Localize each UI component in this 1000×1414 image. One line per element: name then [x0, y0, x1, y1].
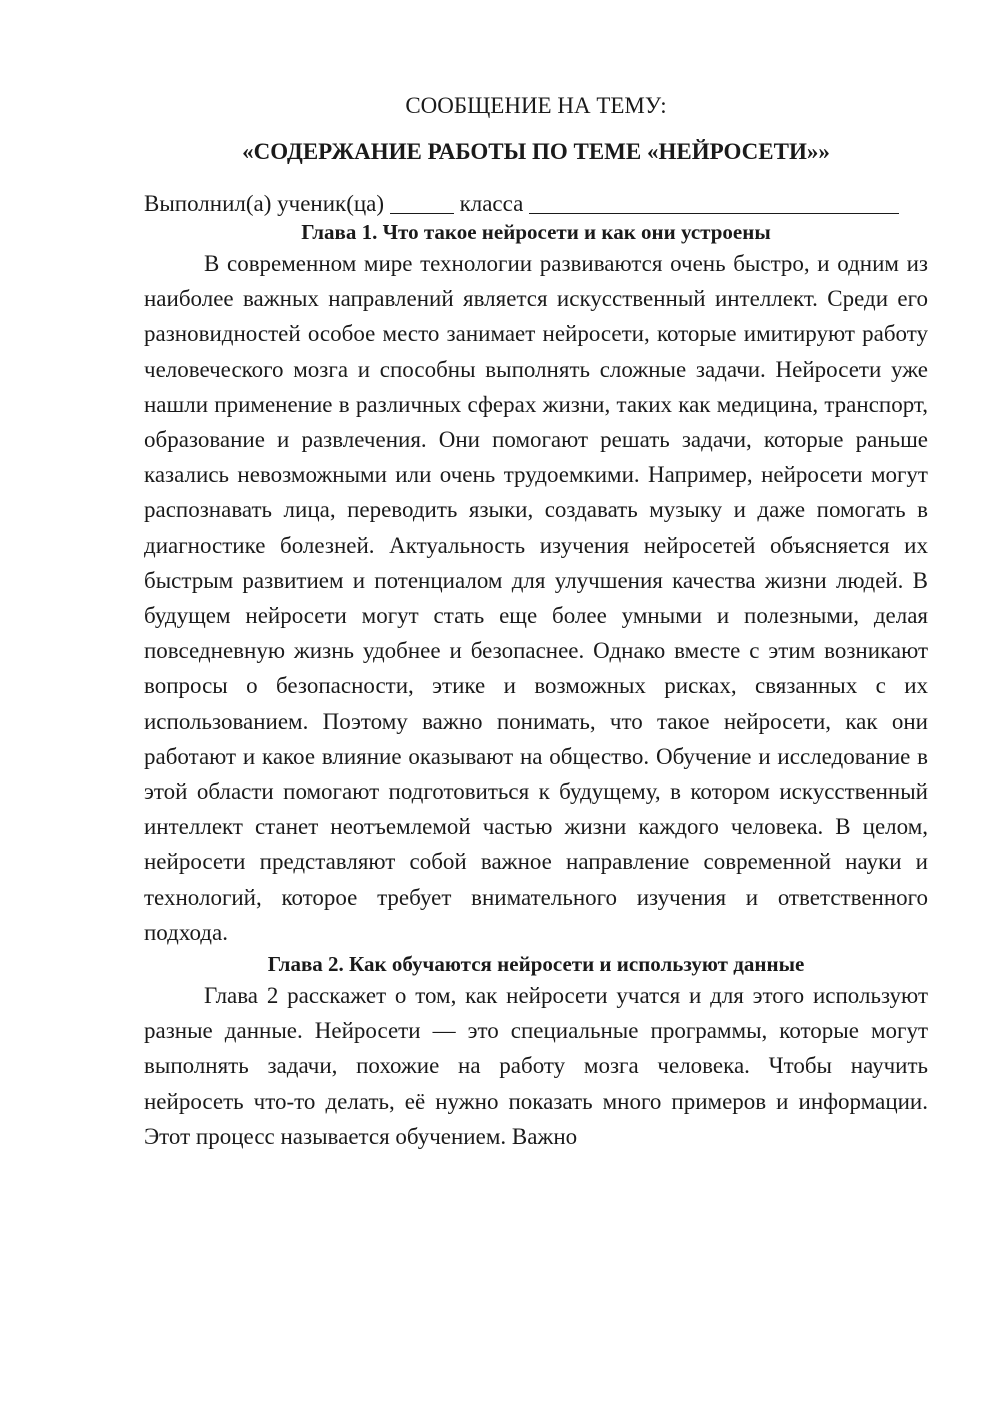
- author-label: Выполнил(а) ученик(ца): [144, 191, 385, 216]
- document-title-line-2: «СОДЕРЖАНИЕ РАБОТЫ ПО ТЕМЕ «НЕЙРОСЕТИ»»: [242, 139, 830, 164]
- chapter-1-heading: Глава 1. Что такое нейросети и как они устроены: [301, 220, 771, 244]
- chapter-1-paragraph: В современном мире технологии развиваются очень быстро, и одним из наиболее важных направлений является искусственный интеллект. Среди его разновидностей особое место занимает нейросети, которые имитируют работу человеческого мозга и способны выполнять сложные задачи. Нейросети уже нашли применение в различных сферах жизни, таких как медицина, транспорт, образование и развлечения. Они помогают решать задачи, которые раньше казались невозможными или очень трудоемкими. Например, нейросети могут распознавать лица, переводить языки, создавать музыку и даже помогать в диагностике болезней. Актуальность изучения нейросетей объясняется их быстрым развитием и потенциалом для улучшения качества жизни людей. В будущем нейросети могут стать еще более умными и полезными, делая повседневную жизнь удобнее и безопаснее. Однако вместе с этим возникают вопросы о безопасности, этике и возможных рисках, связанных с их использованием. Поэтому важно понимать, что такое нейросети, как они работают и какое влияние оказывают на общество. Обучение и исследование в этой области помогают подготовиться к будущему, в котором искусственный интеллект станет неотъемлемой частью жизни каждого человека. В целом, нейросети представляют собой важное направление современной науки и технологий, которое требует внимательного изучения и ответственного подхода.: [144, 251, 928, 945]
- chapter-2-heading: Глава 2. Как обучаются нейросети и используют данные: [267, 952, 805, 977]
- document-title-line-1: СООБЩЕНИЕ НА ТЕМУ:: [405, 93, 667, 118]
- chapter-2-paragraph: Глава 2 расскажет о том, как нейросети учатся и для этого используют разные данные. Нейросети — это специальные программы, которые могут выполнять задачи, похожие на работу мозга человека. Чтобы научить нейросеть что-то делать, её нужно показать много примеров и информации. Этот процесс называется обучением. Важно: [144, 983, 928, 1149]
- author-line: [144, 190, 928, 218]
- class-name-blank: [529, 193, 899, 214]
- class-label: класса: [459, 191, 524, 216]
- grade-blank: [390, 193, 454, 214]
- document-page: [144, 92, 928, 1154]
